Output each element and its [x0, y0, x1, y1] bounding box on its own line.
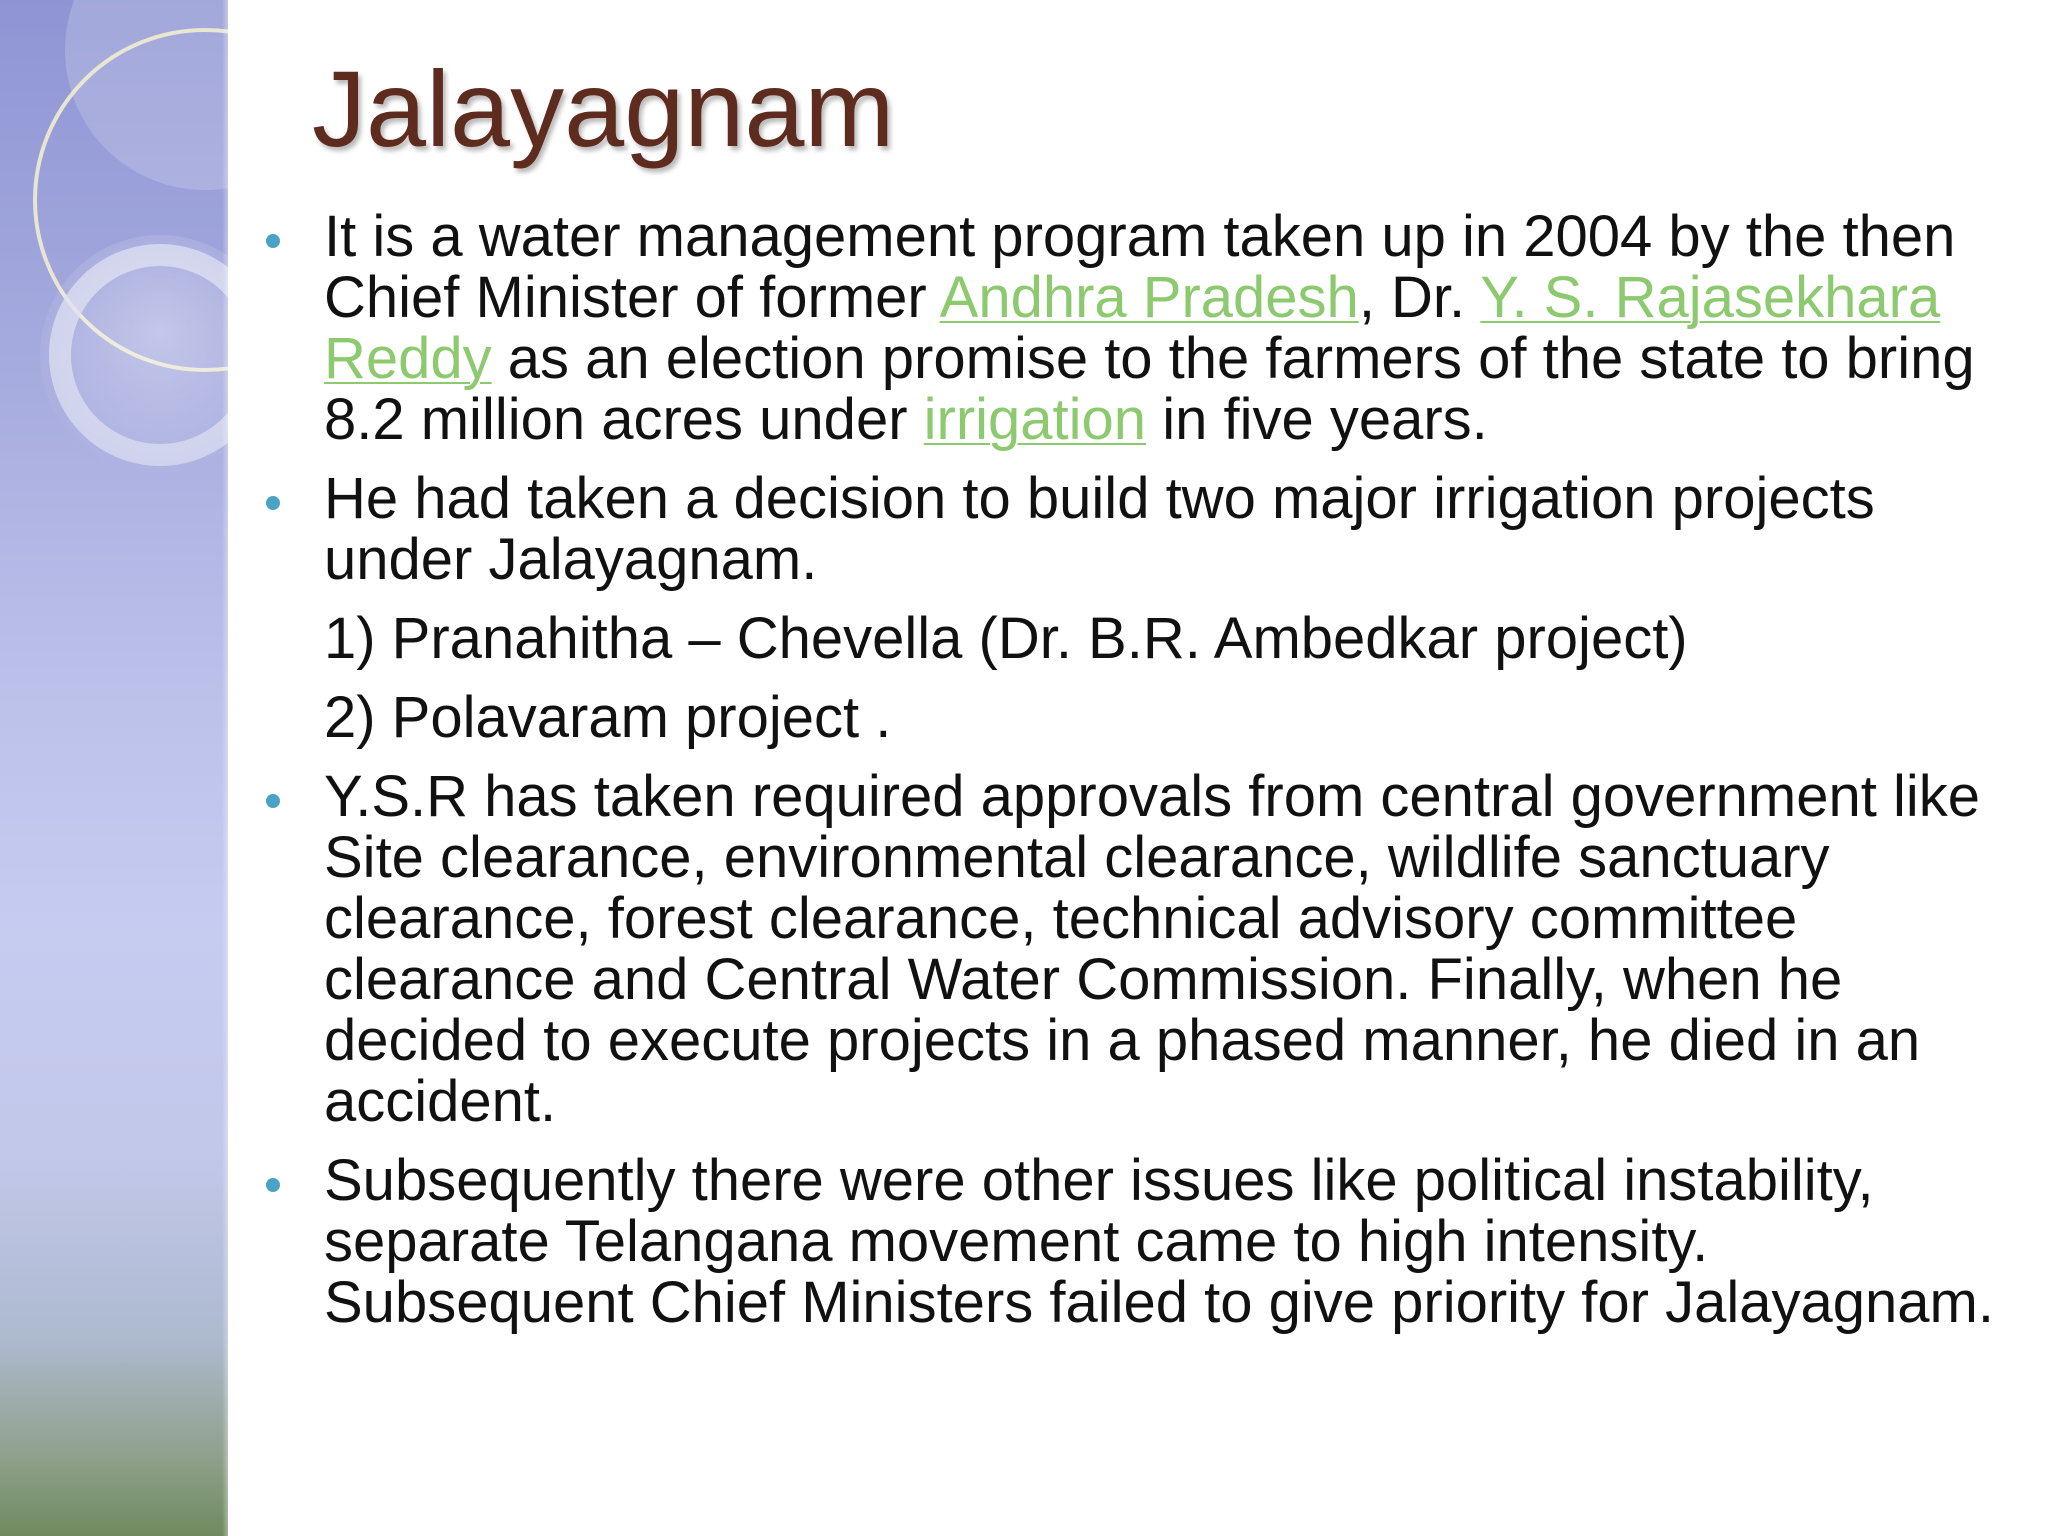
bullet-dot-icon: [266, 794, 280, 808]
bullet-item: [262, 766, 2022, 1132]
bullet-dot-icon: [266, 234, 280, 248]
bullet-item: [262, 468, 2022, 590]
bullet-item: [262, 206, 2022, 450]
sub-item: 2) Polavaram project .: [324, 685, 892, 750]
bullet-item: [262, 1150, 2022, 1333]
bullet-text: He had taken a decision to build two major irrigation projects under Jalayagnam.: [324, 466, 1875, 592]
slide-title: Jalayagnam: [312, 48, 895, 169]
sub-item: 1) Pranahitha – Chevella (Dr. B.R. Ambedkar project): [324, 606, 1688, 671]
slide-content: [262, 206, 2022, 1333]
decorative-glow: [40, 235, 228, 475]
bullet-text: as an election promise to the farmers of the state to bring 8.2 million acres under: [324, 326, 1975, 452]
decorative-sidebar: [0, 0, 228, 1536]
decorative-rings: [0, 0, 228, 1536]
link-ys-rajasekhara-reddy[interactable]: Y. S. Rajasekhara Reddy: [324, 265, 1941, 391]
bullet-text: Subsequently there were other issues like political instability, separate Telangana movement came to high intensity. Subsequent Chief Ministers failed to give priority for Jalayagnam.: [324, 1148, 1994, 1335]
bullet-text: Y.S.R has taken required approvals from central government like Site clearance, environmental clearance, wildlife sanctuary clearance, forest clearance, technical advisory committee clearance and Central Water Commission. Finally, when he decided to execute projects in a phased manner, he died in an accident.: [324, 764, 1981, 1134]
bullet-dot-icon: [266, 1178, 280, 1192]
bullet-text: It is a water management program taken up in 2004 by the then Chief Minister of former: [324, 204, 1956, 330]
bullet-text: , Dr.: [1358, 265, 1481, 330]
bullet-dot-icon: [266, 496, 280, 510]
link-andhra-pradesh[interactable]: Andhra Pradesh: [939, 265, 1359, 330]
link-irrigation[interactable]: irrigation: [923, 387, 1147, 452]
bullet-text: in five years.: [1146, 387, 1488, 452]
